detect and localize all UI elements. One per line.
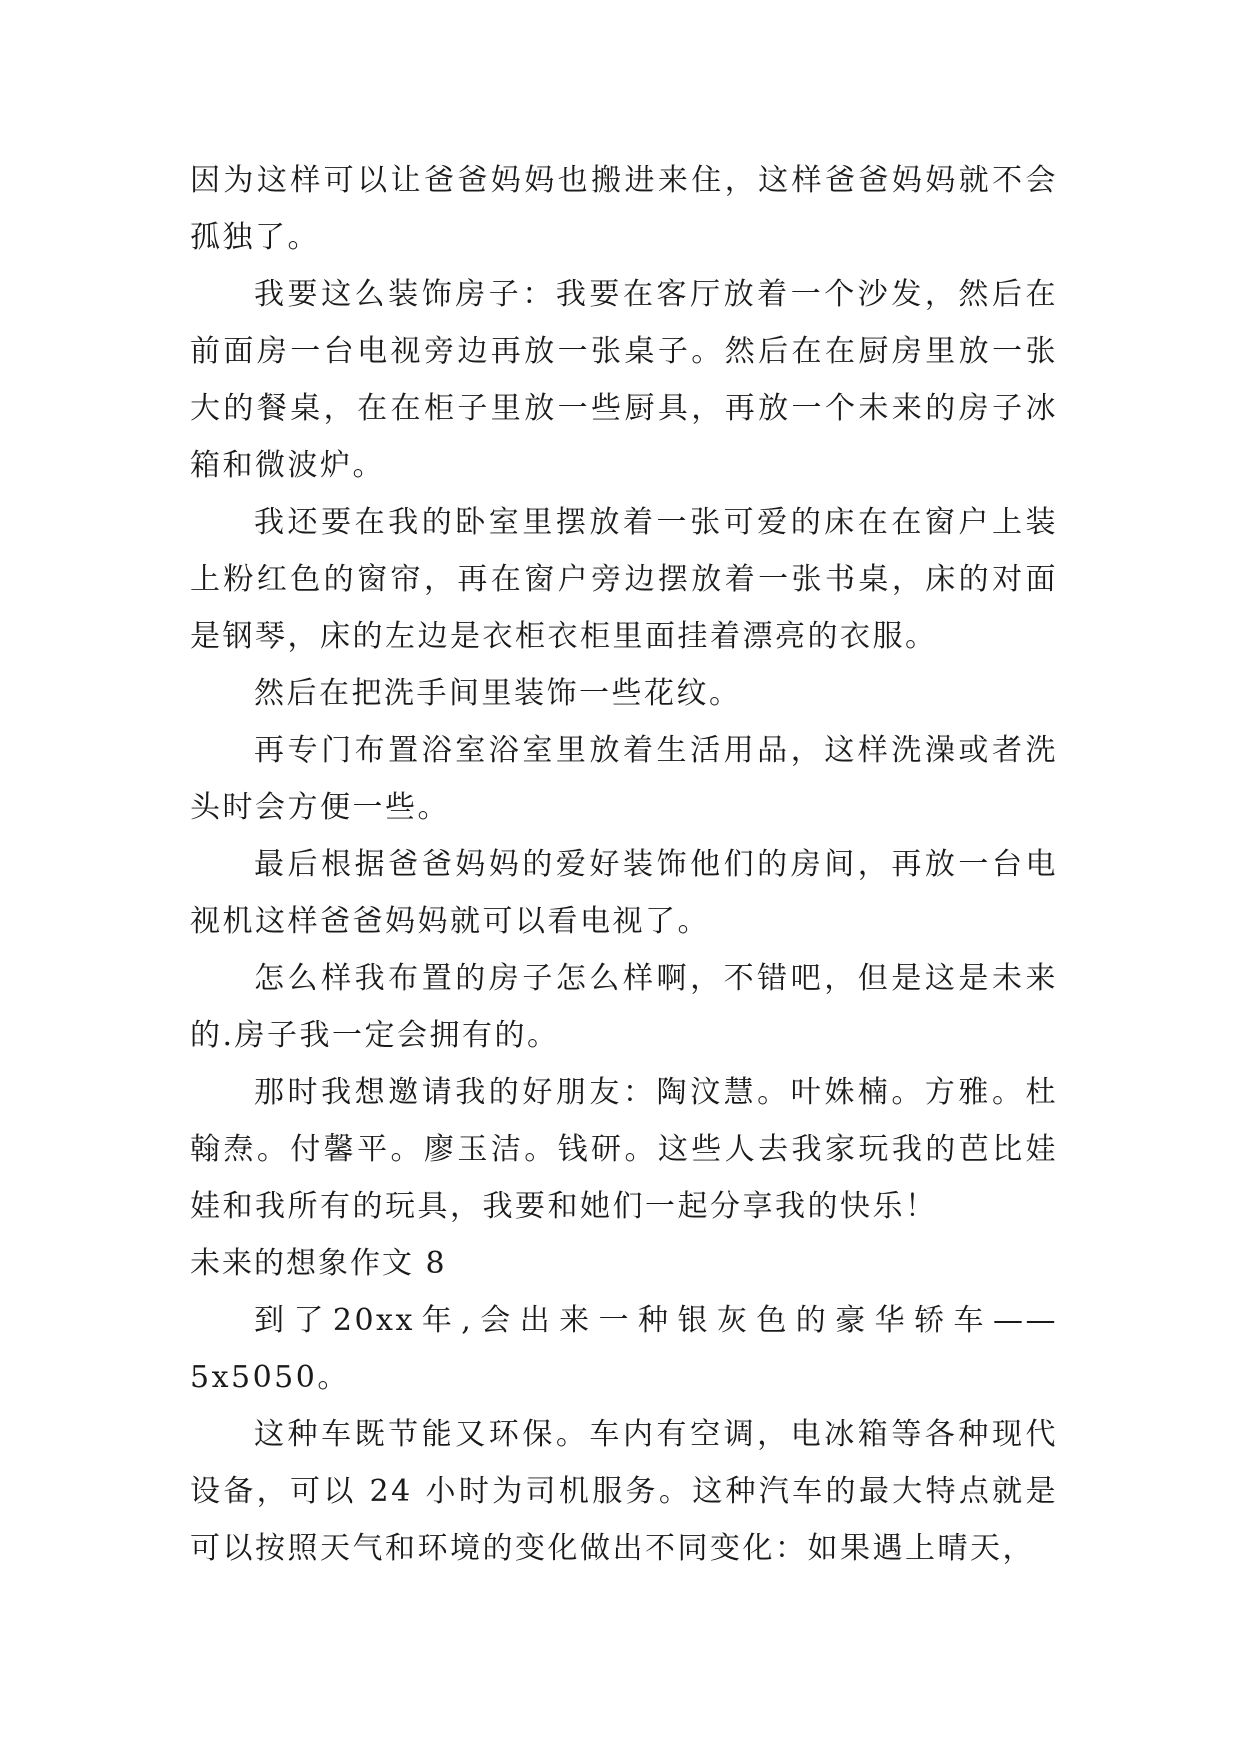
paragraph-2: 我要这么装饰房子：我要在客厅放着一个沙发，然后在前面房一台电视旁边再放一张桌子。然后在在厨房里放一张大的餐桌，在在柜子里放一些厨具，再放一个未来的房子冰箱和微波炉。 (190, 277, 1058, 483)
paragraph-8: 那时我想邀请我的好朋友：陶汶慧。叶姝楠。方雅。杜翰焘。付馨平。廖玉洁。钱研。这些人去我家玩我的芭比娃娃和我所有的玩具，我要和她们一起分享我的快乐！ (190, 1075, 1058, 1224)
paragraph-4: 然后在把洗手间里装饰一些花纹。 (254, 676, 742, 711)
section-paragraph-1: 到了20xx年,会出来一种银灰色的豪华轿车——5x5050。 (190, 1303, 1058, 1395)
paragraph-6: 最后根据爸爸妈妈的爱好装饰他们的房间，再放一台电视机这样爸爸妈妈就可以看电视了。 (190, 847, 1058, 939)
paragraph-5: 再专门布置浴室浴室里放着生活用品，这样洗澡或者洗头时会方便一些。 (190, 733, 1058, 825)
paragraph-3: 我还要在我的卧室里摆放着一张可爱的床在在窗户上装上粉红色的窗帘，再在窗户旁边摆放着一张书桌，床的对面是钢琴，床的左边是衣柜衣柜里面挂着漂亮的衣服。 (190, 505, 1058, 654)
section-title: 未来的想象作文 8 (190, 1246, 447, 1281)
section-paragraph-2: 这种车既节能又环保。车内有空调，电冰箱等各种现代设备，可以 24 小时为司机服务。这种汽车的最大特点就是可以按照天气和环境的变化做出不同变化：如果遇上晴天， (190, 1417, 1058, 1566)
paragraph-7: 怎么样我布置的房子怎么样啊，不错吧，但是这是未来的.房子我一定会拥有的。 (190, 961, 1058, 1053)
paragraph-1: 因为这样可以让爸爸妈妈也搬进来住，这样爸爸妈妈就不会孤独了。 (190, 163, 1058, 255)
document-body (190, 152, 1058, 1577)
